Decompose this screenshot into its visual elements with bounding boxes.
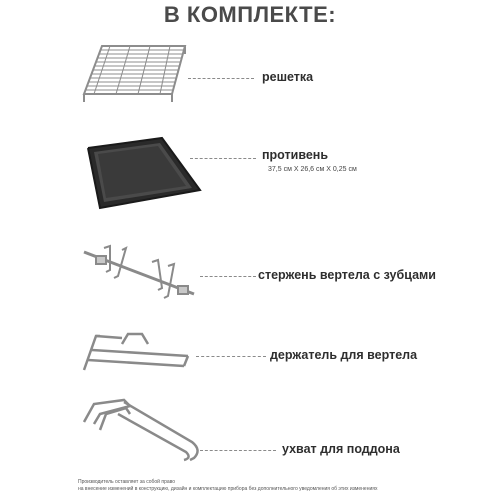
item-spit-holder — [0, 326, 500, 386]
item-label: решетка — [262, 70, 314, 84]
item-baking-tray — [0, 128, 500, 228]
baking-tray-icon — [78, 134, 203, 214]
footnote-line-2: на внесение изменений в конструкцию, дизайн и комплектацию прибора без дополнительного уведомления об этих изменениях — [78, 486, 378, 492]
item-wire-rack — [0, 38, 500, 118]
item-rotisserie-spit — [0, 236, 500, 316]
item-label: противень — [262, 148, 329, 162]
item-dimensions: 37,5 см X 26,6 см X 0,25 см — [268, 166, 357, 173]
spit-holder-icon — [82, 330, 192, 380]
item-label: стержень вертела с зубцами — [258, 268, 436, 282]
rotisserie-spit-icon — [82, 242, 202, 312]
page-title: В КОМПЛЕКТЕ: — [163, 2, 337, 27]
item-label: ухват для поддона — [282, 442, 400, 456]
tray-handle-icon — [80, 394, 210, 466]
item-tray-handle — [0, 392, 500, 472]
footnote-line-1: Производитель оставляет за собой право — [78, 479, 176, 485]
footnote — [78, 479, 498, 493]
wire-rack-icon — [80, 40, 190, 110]
item-label: держатель для вертела — [270, 348, 418, 362]
